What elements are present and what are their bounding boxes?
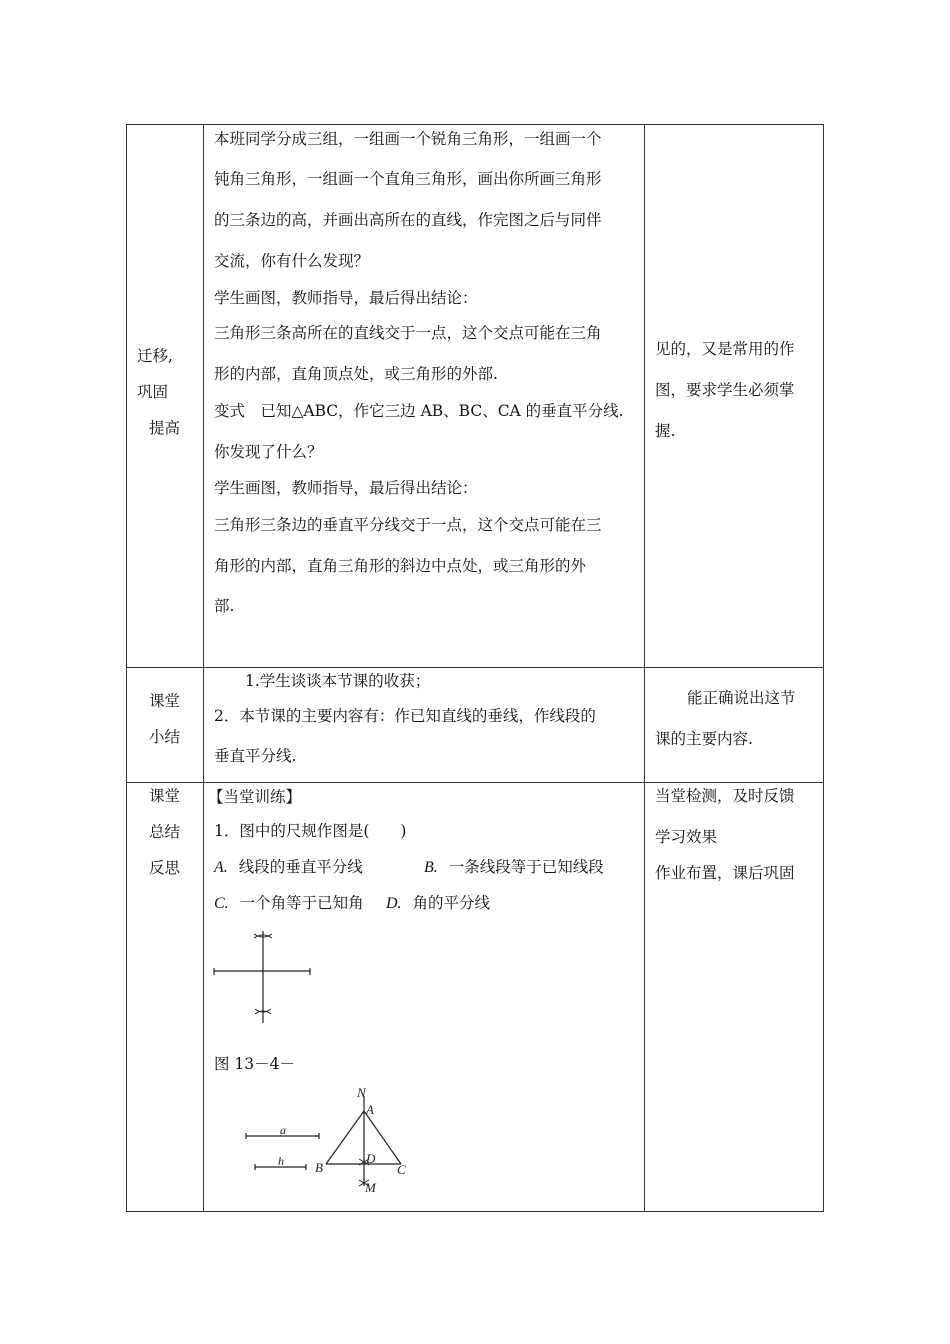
section1-line: 变式 已知△ABC，作它三边 AB、BC、CA 的垂直平分线. xyxy=(214,402,624,420)
section1-line: 的三条边的高，并画出高所在的直线，作完图之后与同伴 xyxy=(214,211,602,229)
construction-figure-2 xyxy=(240,1082,420,1200)
option-d-text: 角的平分线 xyxy=(412,894,491,912)
triangle-side-ab xyxy=(326,1111,364,1164)
section2-line: 1.学生谈谈本节课的收获； xyxy=(245,672,431,690)
section1-line: 三角形三条边的垂直平分线交于一点，这个交点可能在三 xyxy=(214,516,602,534)
table-border-bottom xyxy=(126,1211,824,1212)
label-a: A xyxy=(366,1102,374,1117)
table-divider-2 xyxy=(644,124,645,1212)
section1-note-line: 见的，又是常用的作 xyxy=(655,340,795,358)
section3-note-line: 学习效果 xyxy=(655,828,718,846)
segment-a-label: a xyxy=(280,1123,286,1137)
option-a-letter: A. xyxy=(214,859,228,876)
table-border-right xyxy=(823,124,824,1212)
option-d-letter: D. xyxy=(386,895,402,912)
section1-line: 形的内部，直角顶点处，或三角形的外部. xyxy=(214,365,498,383)
option-a-text: 线段的垂直平分线 xyxy=(238,858,363,876)
label-d: D xyxy=(366,1151,376,1166)
section2-label-line2: 小结 xyxy=(149,728,181,746)
section1-line: 学生画图，教师指导，最后得出结论： xyxy=(214,289,478,307)
option-b-letter: B. xyxy=(424,859,438,876)
table-row-divider-1 xyxy=(126,667,824,668)
section1-note-line: 握. xyxy=(655,422,676,440)
section3-label-line3: 反思 xyxy=(149,859,181,877)
section3-label-line2: 总结 xyxy=(149,823,181,841)
section3-label-line1: 课堂 xyxy=(149,787,181,805)
section1-label-line3: 提高 xyxy=(149,419,181,437)
section1-line: 学生画图，教师指导，最后得出结论： xyxy=(214,479,478,497)
option-c-text: 一个角等于已知角 xyxy=(239,894,364,912)
section2-note-line: 能正确说出这节 xyxy=(687,689,796,707)
section1-label-line2: 巩固 xyxy=(137,383,169,401)
segment-h-label: h xyxy=(278,1154,284,1168)
section1-line: 部. xyxy=(214,597,235,615)
label-c: C xyxy=(397,1162,406,1177)
section1-line: 钝角三角形，一组画一个直角三角形，画出你所画三角形 xyxy=(214,170,602,188)
option-c xyxy=(214,893,364,914)
section1-line: 三角形三条高所在的直线交于一点，这个交点可能在三角 xyxy=(214,324,602,342)
option-d xyxy=(386,893,490,914)
construction-figure-1 xyxy=(205,925,320,1030)
section1-note-line: 图，要求学生必须掌 xyxy=(655,381,795,399)
section3-note-line: 作业布置，课后巩固 xyxy=(655,864,795,882)
label-b: B xyxy=(315,1160,323,1175)
section1-label-line1: 迁移, xyxy=(137,347,173,365)
figure-caption: 图 13－4－ xyxy=(214,1055,296,1073)
label-m: M xyxy=(365,1180,376,1195)
section1-line: 你发现了什么？ xyxy=(214,443,323,461)
label-n: N xyxy=(357,1085,366,1100)
option-b xyxy=(424,857,604,878)
practice-heading: 【当堂训练】 xyxy=(208,788,302,806)
section3-note-line: 当堂检测，及时反馈 xyxy=(655,787,795,805)
question-1: 1．图中的尺规作图是( ) xyxy=(214,822,407,840)
section1-line: 本班同学分成三组，一组画一个锐角三角形，一组画一个 xyxy=(214,130,602,148)
section1-line: 角形的内部，直角三角形的斜边中点处，或三角形的外 xyxy=(214,557,587,575)
section2-line: 2．本节课的主要内容有：作已知直线的垂线，作线段的 xyxy=(214,707,596,725)
section1-line: 交流，你有什么发现？ xyxy=(214,252,370,270)
option-a xyxy=(214,857,363,878)
table-border-left xyxy=(126,124,127,1212)
section2-note-line: 课的主要内容. xyxy=(655,730,753,748)
table-divider-1 xyxy=(203,124,204,1212)
table-border-top xyxy=(126,124,824,125)
table-row-divider-2 xyxy=(126,782,824,783)
option-b-text: 一条线段等于已知线段 xyxy=(448,858,604,876)
section2-label-line1: 课堂 xyxy=(149,692,181,710)
option-c-letter: C. xyxy=(214,895,229,912)
section2-line: 垂直平分线. xyxy=(214,747,297,765)
